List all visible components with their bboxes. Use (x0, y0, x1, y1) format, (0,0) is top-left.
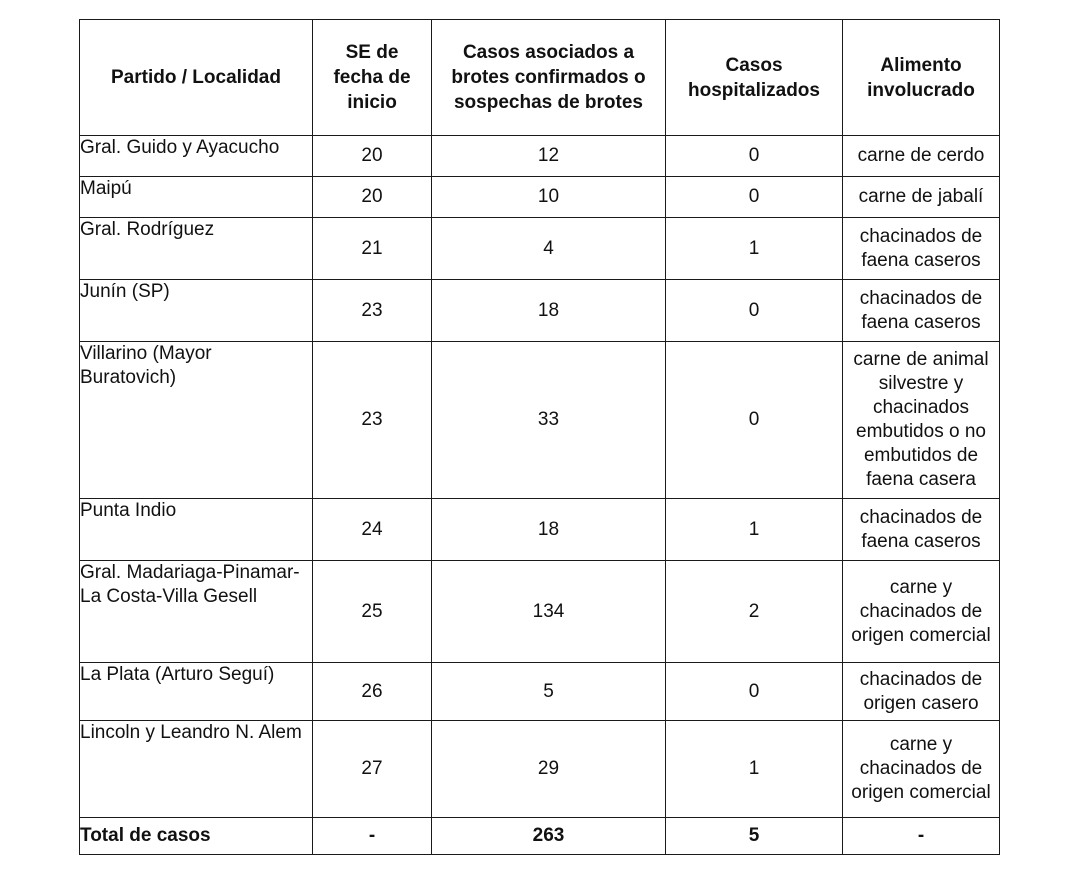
table-row (80, 280, 1000, 342)
cell-partido: Gral. Madariaga-Pinamar-La Costa-Villa Gesell (80, 561, 313, 663)
cell-casos: 5 (432, 663, 666, 721)
cell-se: 20 (313, 136, 432, 177)
cell-alimento: carne de jabalí (843, 177, 1000, 218)
cell-casos: 33 (432, 342, 666, 499)
cell-partido: Maipú (80, 177, 313, 218)
cell-hospitalizados: 0 (666, 177, 843, 218)
table-row (80, 721, 1000, 818)
total-se: - (313, 818, 432, 855)
cell-hospitalizados: 0 (666, 663, 843, 721)
cell-alimento: chacinados de faena caseros (843, 280, 1000, 342)
table-row (80, 561, 1000, 663)
cell-hospitalizados: 1 (666, 218, 843, 280)
cell-partido: Villarino (Mayor Buratovich) (80, 342, 313, 499)
cell-casos: 10 (432, 177, 666, 218)
outbreak-cases-table (79, 19, 1000, 855)
header-se-fecha-inicio: SE de fecha de inicio (313, 20, 432, 136)
cell-partido: Junín (SP) (80, 280, 313, 342)
cell-casos: 12 (432, 136, 666, 177)
cell-hospitalizados: 0 (666, 280, 843, 342)
cell-partido: La Plata (Arturo Seguí) (80, 663, 313, 721)
cell-alimento: chacinados de faena caseros (843, 499, 1000, 561)
cell-alimento: carne de cerdo (843, 136, 1000, 177)
table-header-row (80, 20, 1000, 136)
cell-se: 23 (313, 280, 432, 342)
table-row (80, 177, 1000, 218)
cell-se: 23 (313, 342, 432, 499)
cell-hospitalizados: 1 (666, 721, 843, 818)
cell-casos: 134 (432, 561, 666, 663)
total-label: Total de casos (80, 818, 313, 855)
header-alimento-involucrado: Alimento involucrado (843, 20, 1000, 136)
table-row (80, 342, 1000, 499)
table-row (80, 499, 1000, 561)
header-casos-asociados: Casos asociados a brotes confirmados o sospechas de brotes (432, 20, 666, 136)
cell-casos: 29 (432, 721, 666, 818)
total-casos: 263 (432, 818, 666, 855)
cell-alimento: carne y chacinados de origen comercial (843, 561, 1000, 663)
cell-se: 21 (313, 218, 432, 280)
cell-se: 25 (313, 561, 432, 663)
cell-se: 20 (313, 177, 432, 218)
total-hospitalizados: 5 (666, 818, 843, 855)
cell-se: 24 (313, 499, 432, 561)
cell-partido: Gral. Guido y Ayacucho (80, 136, 313, 177)
cell-hospitalizados: 0 (666, 342, 843, 499)
total-alimento: - (843, 818, 1000, 855)
cell-casos: 18 (432, 280, 666, 342)
table-row (80, 136, 1000, 177)
cell-partido: Lincoln y Leandro N. Alem (80, 721, 313, 818)
table-row (80, 663, 1000, 721)
cell-alimento: chacinados de origen casero (843, 663, 1000, 721)
header-casos-hospitalizados: Casos hospitalizados (666, 20, 843, 136)
cell-partido: Punta Indio (80, 499, 313, 561)
cell-hospitalizados: 2 (666, 561, 843, 663)
table-total-row (80, 818, 1000, 855)
cell-partido: Gral. Rodríguez (80, 218, 313, 280)
cell-alimento: carne de animal silvestre y chacinados embutidos o no embutidos de faena casera (843, 342, 1000, 499)
cell-casos: 4 (432, 218, 666, 280)
cell-casos: 18 (432, 499, 666, 561)
cell-hospitalizados: 0 (666, 136, 843, 177)
cell-hospitalizados: 1 (666, 499, 843, 561)
cell-alimento: chacinados de faena caseros (843, 218, 1000, 280)
header-partido-localidad: Partido / Localidad (80, 20, 313, 136)
cell-se: 27 (313, 721, 432, 818)
cell-alimento: carne y chacinados de origen comercial (843, 721, 1000, 818)
cell-se: 26 (313, 663, 432, 721)
table-row (80, 218, 1000, 280)
